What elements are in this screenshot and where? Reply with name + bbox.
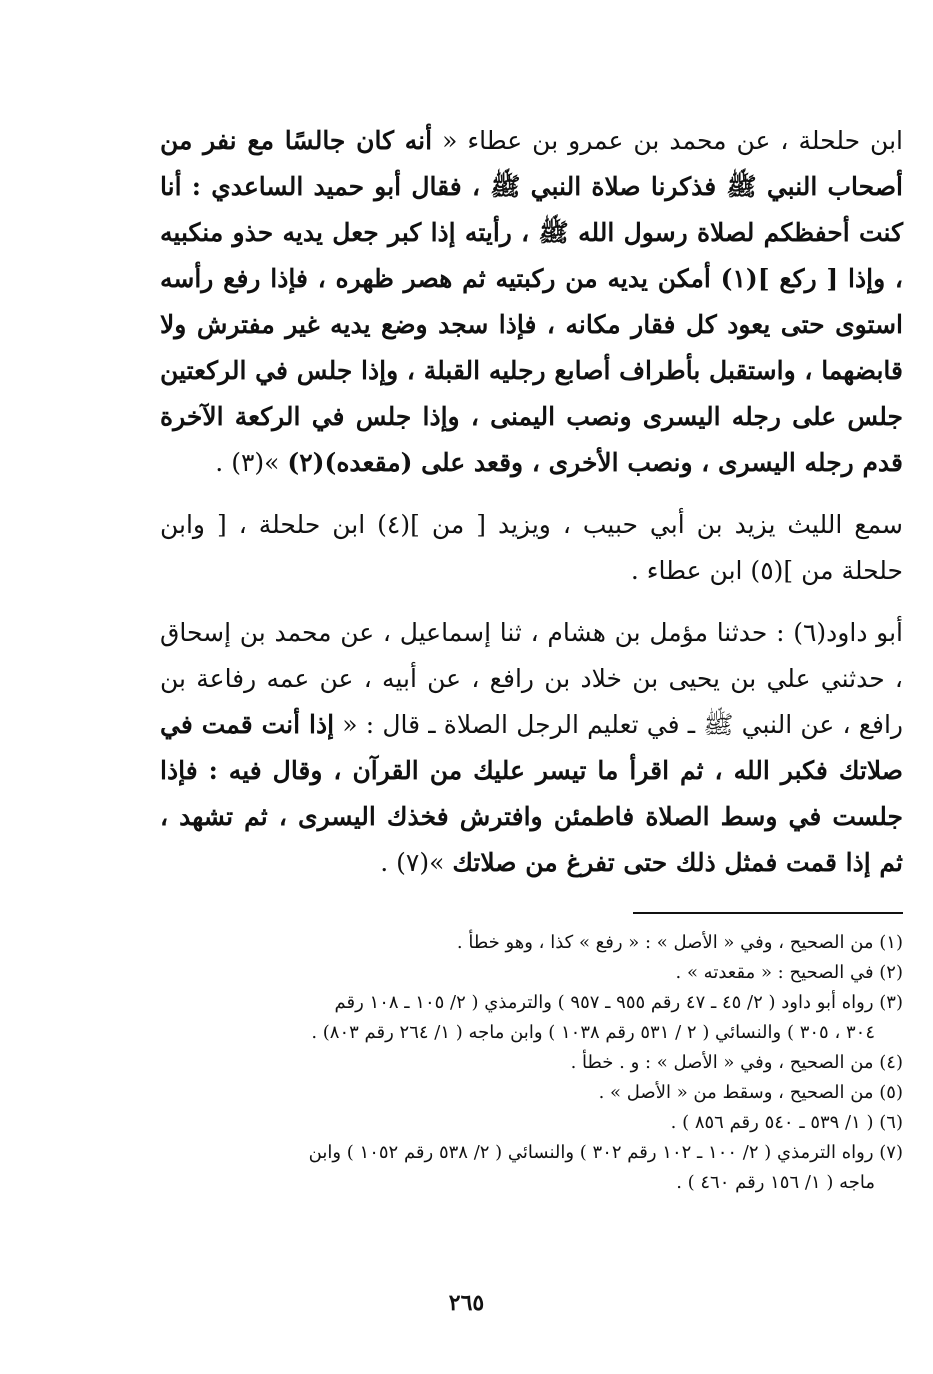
main-text (160, 118, 903, 886)
footnote-7 (160, 1138, 903, 1198)
footnotes (160, 928, 903, 1198)
paragraph-3 (160, 610, 903, 886)
paragraph-1-text: ابن حلحلة ، عن محمد بن عمرو بن عطاء « (432, 126, 903, 155)
paragraph-3-tail: »(٧) . (380, 848, 453, 877)
footnote-3-continuation: ٣٠٤ ، ٣٠٥ ) والنسائي ( ٢ / ٥٣١ رقم ١٠٣٨ ) وابن ماجه ( ١/ ٢٦٤ رقم ٨٠٣) . (311, 1022, 875, 1043)
footnote-7-continuation: ماجه ( ١/ ١٥٦ رقم ٤٦٠ ) . (676, 1172, 875, 1193)
page-number: ٢٦٥ (448, 1290, 485, 1316)
footnote-4-text: (٤) من الصحيح ، وفي « الأصل » : و . خطأ . (570, 1052, 903, 1073)
paragraph-2-text: سمع الليث يزيد بن أبي حبيب ، ويزيد [ من ](٤) ابن حلحلة ، [ وابن حلحلة من ](٥) ابن عطاء . (160, 510, 903, 585)
footnote-3-text: (٣) رواه أبو داود ( ٢/ ٤٥ ـ ٤٧ رقم ٩٥٥ ـ ٩٥٧ ) والترمذي ( ٢/ ١٠٥ ـ ١٠٨ رقم (334, 992, 903, 1013)
footnote-5-text: (٥) من الصحيح ، وسقط من « الأصل » . (598, 1082, 903, 1103)
footnote-6 (160, 1108, 903, 1138)
footnote-2 (160, 958, 903, 988)
footnote-3 (160, 988, 903, 1048)
paragraph-2 (160, 502, 903, 594)
footnote-1-text: (١) من الصحيح ، وفي « الأصل » : « رفع » كذا ، وهو خطأ . (456, 932, 903, 953)
footnote-6-text: (٦) ( ١/ ٥٣٩ ـ ٥٤٠ رقم ٨٥٦ ) . (670, 1112, 903, 1133)
footnote-5 (160, 1078, 903, 1108)
footnote-4 (160, 1048, 903, 1078)
paragraph-1 (160, 118, 903, 486)
footnote-2-text: (٢) في الصحيح : « مقعدته » . (675, 962, 903, 983)
paragraph-1-quote: أنه كان جالسًا مع نفر من أصحاب النبي ﷺ فذكرنا صلاة النبي ﷺ ، فقال أبو حميد الساعدي : أنا كنت أحفظكم لصلاة رسول الله ﷺ ، رأيته إذا كبر جعل يديه حذو منكبيه ، وإذا [ ركع ](١) أمكن يديه من ركبتيه ثم هصر ظهره ، فإذا رفع رأسه استوى حتى يعود كل فقار مكانه ، فإذا سجد وضع يديه غير مفترش ولا قابضهما ، واستقبل بأطراف أصابع رجليه القبلة ، وإذا جلس في الركعتين جلس على رجله اليسرى ونصب اليمنى ، وإذا جلس في الركعة الآخرة قدم رجله اليسرى ، ونصب الأخرى ، وقعد على (مقعده)(٢) (160, 126, 903, 477)
footnote-1 (160, 928, 903, 958)
paragraph-3-quote: إذا أنت قمت في صلاتك فكبر الله ، ثم اقرأ ما تيسر عليك من القرآن ، وقال فيه : فإذا جلست في وسط الصلاة فاطمئن وافترش فخذك اليسرى ، ثم تشهد ، ثم إذا قمت فمثل ذلك حتى تفرغ من صلاتك (160, 710, 903, 877)
paragraph-1-tail: »(٣) . (215, 448, 288, 477)
footnote-separator (633, 912, 903, 914)
paragraph-3-text: أبو داود(٦) : حدثنا مؤمل بن هشام ، ثنا إسماعيل ، عن محمد بن إسحاق ، حدثني علي بن يحيى بن خلاد بن رافع ، عن أبيه ، عن عمه رفاعة بن رافع ، عن النبي ﷺ ـ في تعليم الرجل الصلاة ـ قال : « (160, 618, 903, 739)
footnote-7-text: (٧) رواه الترمذي ( ٢/ ١٠٠ ـ ١٠٢ رقم ٣٠٢ ) والنسائي ( ٢/ ٥٣٨ رقم ١٠٥٢ ) وابن (308, 1142, 903, 1163)
